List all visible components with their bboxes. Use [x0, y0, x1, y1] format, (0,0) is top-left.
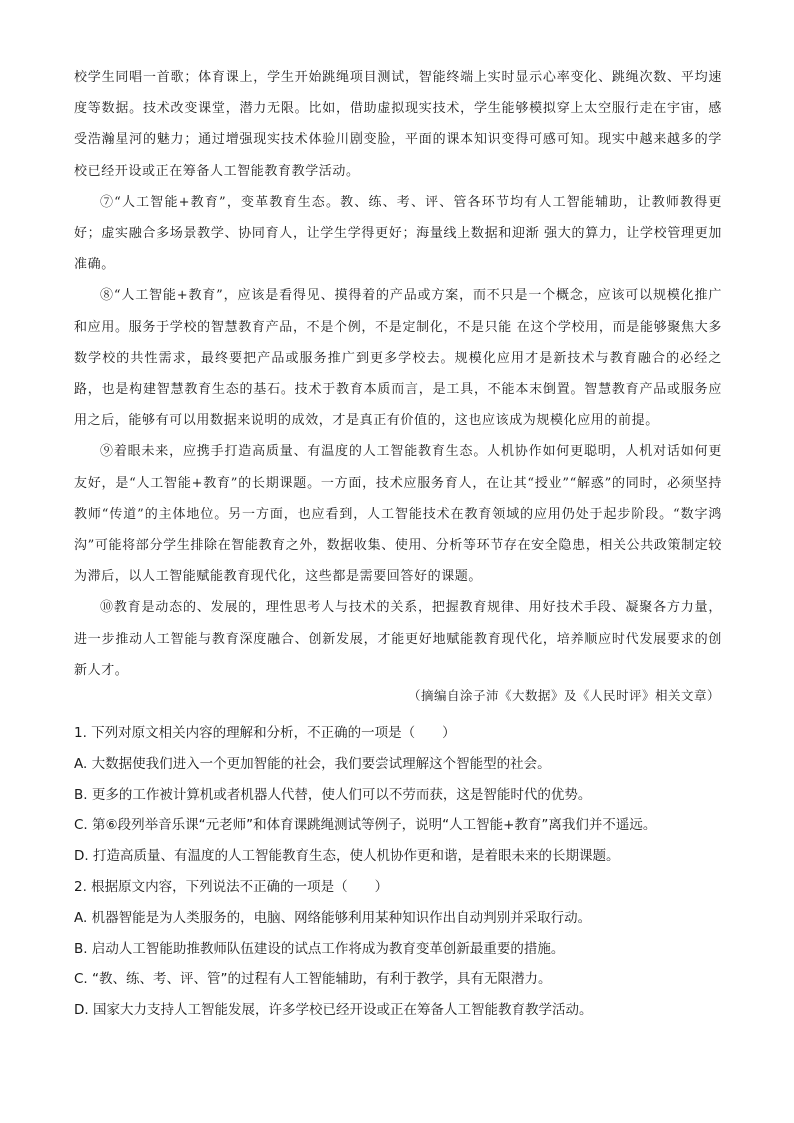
question-2-option-d: D. 国家大力支持人工智能发展，许多学校已经开设或正在筹备人工智能教育教学活动。	[74, 1002, 593, 1019]
question-2-stem: 2. 根据原文内容，下列说法不正确的一项是（ ）	[74, 878, 389, 895]
question-2-option-a: A. 机器智能是为人类服务的，电脑、网络能够利用某种知识作出自动判别并采取行动。	[74, 909, 592, 926]
source-citation: （摘编自涂子沛《大数据》及《人民时评》相关文章）	[407, 688, 720, 703]
question-2-option-c: C. “教、练、考、评、管”的过程有人工智能辅助，有利于教学，具有无限潜力。	[74, 971, 552, 988]
question-1-option-a: A. 大数据使我们进入一个更加智能的社会，我们要尝试理解这个智能型的社会。	[74, 755, 551, 772]
paragraph-continued: 校学生同唱一首歌；体育课上，学生开始跳绳项目测试，智能终端上实时显示心率变化、跳绳次数、平均速度等数据。技术改变课堂，潜力无限。比如，借助虚拟现实技术，学生能够模拟穿上太空服行走在宇宙，感受浩瀚星河的魅力；通过增强现实技术体验川剧变脸，平面的课本知识变得可感可知。现实中越来越多的学校已经开设或正在筹备人工智能教育教学活动。	[74, 70, 722, 179]
question-2-option-b: B. 启动人工智能助推教师队伍建设的试点工作将成为教育变革创新最重要的措施。	[74, 940, 565, 957]
paragraph-10: ⑩教育是动态的、发展的，理性思考人与技术的关系，把握教育规律、用好技术手段、凝聚各方力量，进一步推动人工智能与教育深度融合、创新发展，才能更好地赋能教育现代化，培养顺应时代发展要求的创新人才。	[74, 600, 722, 678]
question-1-option-c: C. 第⑥段列举音乐课“元老师”和体育课跳绳测试等例子，说明“人工智能+教育”离我们并不遥远。	[74, 817, 657, 834]
paragraph-8: ⑧“人工智能+教育”，应该是看得见、摸得着的产品或方案，而不只是一个概念，应该可以规模化推广和应用。服务于学校的智慧教育产品，不是个例，不是定制化，不是只能 在这个学校用，而是能够聚焦大多数学校的共性需求，最终要把产品或服务推广到更多学校去。规模化应用才是新技术与教育融合的必经之路，也是构建智慧教育生态的基石。技术于教育本质而言，是工具，不能本末倒置。智慧教育产品或服务应用之后，能够有可以用数据来说明的成效，才是真正有价值的，这也应该成为规模化应用的前提。	[74, 288, 722, 429]
paragraph-7: ⑦“人工智能+教育”，变革教育生态。教、练、考、评、管各环节均有人工智能辅助，让教师教得更好；虚实融合多场景教学、协同育人，让学生学得更好；海量线上数据和迎渐 强大的算力，让学校管理更加准确。	[74, 194, 722, 273]
question-1-option-b: B. 更多的工作被计算机或者机器人代替，使人们可以不劳而获，这是智能时代的优势。	[74, 786, 592, 803]
article-body	[74, 62, 722, 686]
questions-section	[74, 718, 734, 1026]
question-1-stem: 1. 下列对原文相关内容的理解和分析，不正确的一项是（ ）	[74, 725, 456, 741]
paragraph-9: ⑨着眼未来，应携手打造高质量、有温度的人工智能教育生态。人机协作如何更聪明，人机对话如何更友好，是“人工智能+教育”的长期课题。一方面，技术应服务育人，在让其“授业”“解惑”的同时，必须坚持教师“传道”的主体地位。另一方面，也应看到，人工智能技术在教育领域的应用仍处于起步阶段。“数字鸿沟”可能将部分学生排除在智能教育之外，数据收集、使用、分析等环节存在安全隐患，相关公共政策制定较为滞后，以人工智能赋能教育现代化，这些都是需要回答好的课题。	[74, 444, 722, 585]
question-1-option-d: D. 打造高质量、有温度的人工智能教育生态，使人机协作更和谐，是着眼未来的长期课题。	[74, 848, 620, 865]
